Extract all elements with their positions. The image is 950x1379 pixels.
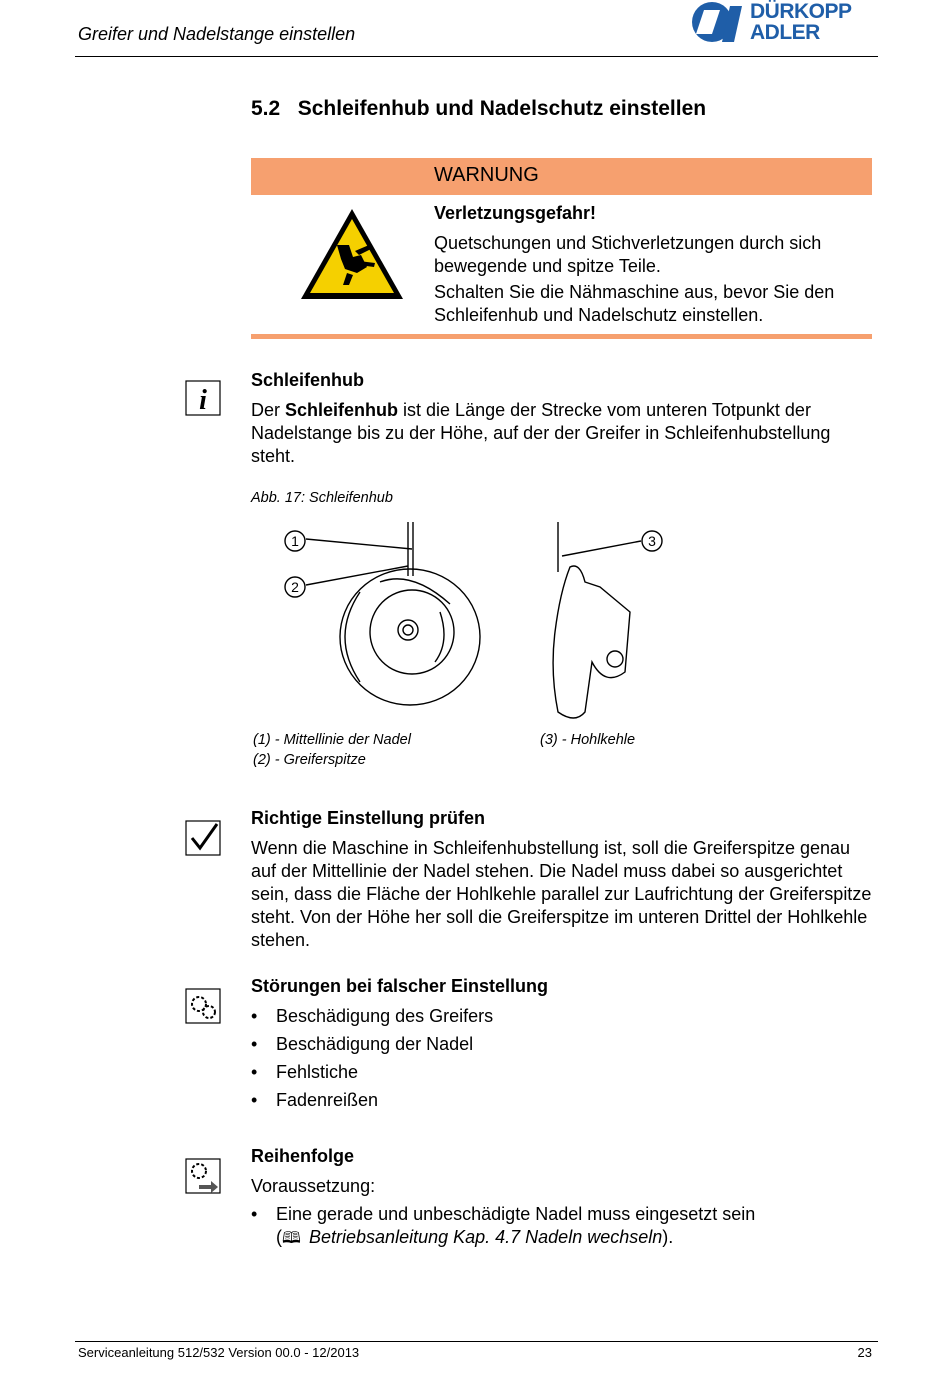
legend-1: (1) - Mittellinie der Nadel	[253, 732, 411, 748]
warning-bottom-line	[251, 334, 872, 339]
order-item-text: Eine gerade und unbeschädigte Nadel muss eingesetzt sein	[276, 1204, 756, 1224]
info-text	[251, 399, 876, 468]
check-text: Wenn die Maschine in Schleifenhubstellung ist, soll die Greiferspitze genau auf der Mittellinie der Nadel stehen. Die Nadel muss dabei so ausgerichtet sein, dass die Fläche der Hohlkehle parallel zur Laufrichtung der Greiferspitze steht. Von der Höhe her soll die Greiferspitze im unteren Drittel der Hohlkehle stehen.	[251, 838, 872, 950]
checkmark-icon	[185, 820, 221, 856]
logo-line1: DÜRKOPP	[750, 0, 852, 23]
warning-bar	[251, 158, 872, 195]
malfunction-gears-icon	[185, 988, 221, 1024]
running-header: Greifer und Nadelstange einstellen	[78, 24, 356, 44]
ref-close: ).	[662, 1227, 674, 1247]
marker-1: 1	[291, 533, 299, 549]
marker-3: 3	[648, 533, 656, 549]
list-item: • Beschädigung des Greifers	[251, 1002, 493, 1030]
footer-text: Serviceanleitung 512/532 Version 00.0 - 12/2013	[78, 1345, 360, 1360]
page-number: 23	[857, 1345, 872, 1360]
legend-2: (2) - Greiferspitze	[253, 752, 366, 768]
info-text-bold: Schleifenhub	[285, 400, 399, 420]
ref-text: Betriebsanleitung Kap. 4.7 Nadeln wechseln	[309, 1227, 663, 1247]
warning-hazard: Verletzungsgefahr!	[434, 203, 597, 223]
warning-body	[434, 202, 874, 330]
order-list	[251, 1203, 876, 1250]
warning-text-1: Quetschungen und Stichverletzungen durch sich bewegende und spitze Teile.	[434, 232, 822, 276]
list-item: • Fehlstiche	[251, 1058, 493, 1086]
list-item	[251, 1203, 876, 1250]
faults-heading: Störungen bei falscher Einstellung	[251, 976, 549, 996]
logo-line2: ADLER	[750, 21, 820, 44]
book-icon: 🕮	[282, 1230, 301, 1247]
legend-3: (3) - Hohlkehle	[540, 732, 636, 748]
logo-wordmark	[750, 1, 852, 43]
info-text-pre: Der	[251, 400, 286, 420]
faults-list	[251, 1002, 493, 1114]
info-heading: Schleifenhub	[251, 370, 365, 390]
crush-hazard-icon	[297, 205, 407, 303]
manual-reference	[276, 1227, 673, 1247]
section-title-text: Schleifenhub und Nadelschutz einstellen	[297, 97, 707, 120]
section-number: 5.2	[251, 97, 281, 120]
footer-rule	[75, 1341, 878, 1342]
section-title	[251, 97, 706, 121]
marker-2: 2	[291, 579, 299, 595]
check-heading: Richtige Einstellung prüfen	[251, 808, 486, 828]
procedure-gear-arrow-icon	[185, 1158, 221, 1194]
prerequisite-label: Voraussetzung:	[251, 1176, 376, 1196]
info-text-post: ist die Länge der Strecke vom unteren Totpunkt der Nadelstange bis zu der Höhe, auf der der Greifer in Schleifenhubstellung steht.	[251, 400, 831, 466]
figure-caption: Abb. 17: Schleifenhub	[251, 490, 393, 506]
list-item: • Beschädigung der Nadel	[251, 1030, 493, 1058]
order-heading: Reihenfolge	[251, 1146, 355, 1166]
warning-text-2: Schalten Sie die Nähmaschine aus, bevor Sie den Schleifenhub und Nadelschutz einstellen.	[434, 281, 835, 325]
ref-open: (	[276, 1227, 282, 1247]
header-rule	[75, 56, 878, 57]
hook-illustration	[291, 512, 680, 730]
warning-label: WARNUNG	[434, 164, 539, 186]
info-icon	[185, 380, 221, 416]
svg-text:i: i	[199, 385, 207, 416]
list-item: • Fadenreißen	[251, 1086, 493, 1114]
